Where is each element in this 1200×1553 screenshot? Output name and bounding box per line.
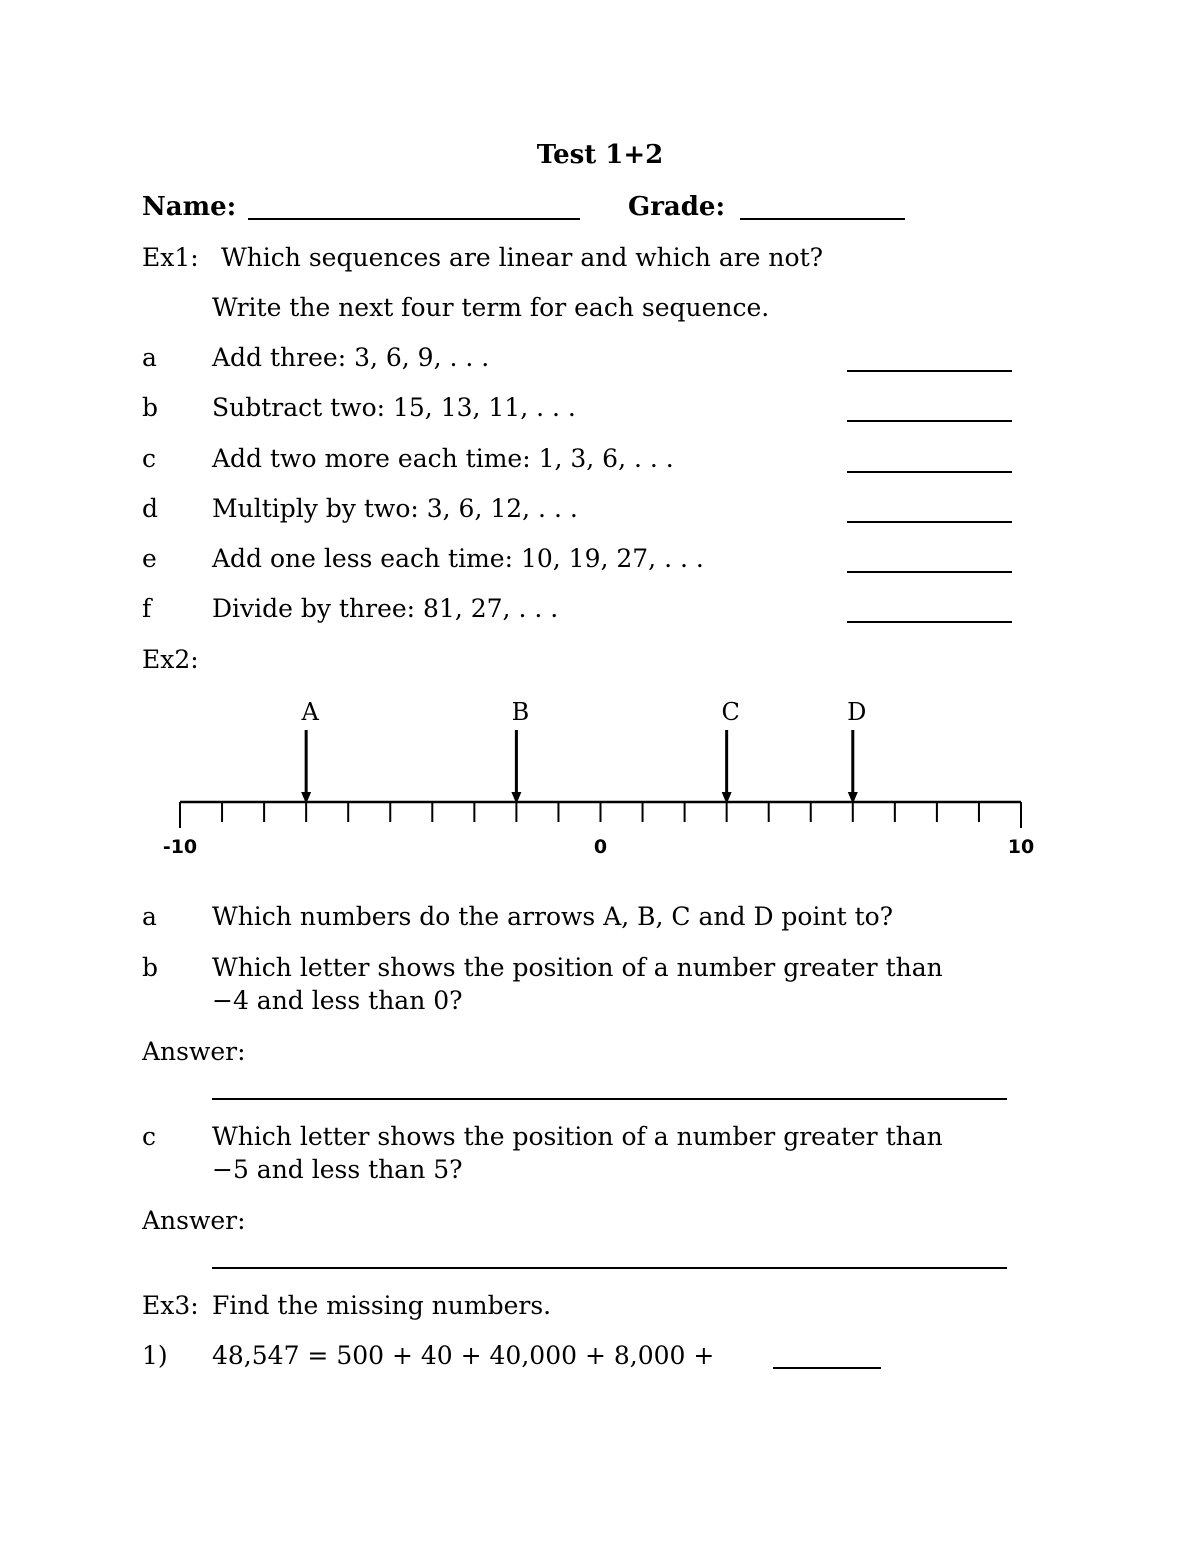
ex3-item-equation: 48,547 = 500 + 40 + 40,000 + 8,000 + bbox=[212, 1341, 715, 1370]
ex2-question-letter: b bbox=[142, 953, 159, 982]
ex1-item-text: Add three: 3, 6, 9, . . . bbox=[212, 343, 490, 372]
arrow-a-label: A bbox=[301, 698, 319, 726]
ex1-item-letter: b bbox=[142, 393, 159, 422]
ex2-label: Ex2: bbox=[142, 645, 199, 674]
ex1-instruction: Write the next four term for each sequence. bbox=[212, 293, 770, 322]
arrow-c-label: C bbox=[721, 698, 740, 726]
page-title: Test 1+2 bbox=[536, 140, 664, 170]
grade-label: Grade: bbox=[628, 192, 726, 222]
ex1-item-letter: f bbox=[142, 594, 152, 623]
ex2-question-text: Which letter shows the position of a number greater than bbox=[212, 1122, 943, 1151]
tick-label: -10 bbox=[162, 836, 198, 858]
ex1-answer-blank[interactable] bbox=[847, 621, 1012, 623]
answer-blank[interactable] bbox=[212, 1098, 1007, 1100]
number-line bbox=[150, 690, 1050, 870]
ex1-item-letter: d bbox=[142, 494, 159, 523]
ex1-question: Which sequences are linear and which are not? bbox=[221, 243, 824, 272]
ex2-question-letter: c bbox=[142, 1122, 157, 1151]
tick-label: 10 bbox=[1007, 836, 1035, 858]
ex1-item-text: Multiply by two: 3, 6, 12, . . . bbox=[212, 494, 578, 523]
ex2-question-text: Which numbers do the arrows A, B, C and D point to? bbox=[212, 902, 894, 931]
name-blank[interactable] bbox=[248, 218, 580, 220]
ex2-question-text-cont: −5 and less than 5? bbox=[212, 1155, 463, 1184]
ex3-instruction: Find the missing numbers. bbox=[212, 1291, 552, 1320]
ex2-question-letter: a bbox=[142, 902, 157, 931]
answer-blank[interactable] bbox=[212, 1267, 1007, 1269]
ex1-label: Ex1: bbox=[142, 243, 199, 272]
answer-label: Answer: bbox=[142, 1037, 246, 1066]
arrow-d-label: D bbox=[847, 698, 867, 726]
ex1-answer-blank[interactable] bbox=[847, 370, 1012, 372]
ex2-question-text: Which letter shows the position of a number greater than bbox=[212, 953, 943, 982]
ex1-answer-blank[interactable] bbox=[847, 571, 1012, 573]
ex1-item-letter: a bbox=[142, 343, 157, 372]
ex1-answer-blank[interactable] bbox=[847, 471, 1012, 473]
answer-label: Answer: bbox=[142, 1206, 246, 1235]
ex3-label: Ex3: bbox=[142, 1291, 199, 1320]
ex1-answer-blank[interactable] bbox=[847, 521, 1012, 523]
ex1-item-letter: e bbox=[142, 544, 157, 573]
ex1-item-text: Add two more each time: 1, 3, 6, . . . bbox=[212, 444, 674, 473]
ex3-answer-blank[interactable] bbox=[773, 1367, 881, 1369]
name-label: Name: bbox=[142, 192, 237, 222]
ex1-item-text: Subtract two: 15, 13, 11, . . . bbox=[212, 393, 576, 422]
grade-blank[interactable] bbox=[740, 218, 905, 220]
ex1-answer-blank[interactable] bbox=[847, 420, 1012, 422]
ex1-item-letter: c bbox=[142, 444, 157, 473]
ex1-item-text: Divide by three: 81, 27, . . . bbox=[212, 594, 559, 623]
tick-label: 0 bbox=[593, 836, 608, 858]
ex2-question-text-cont: −4 and less than 0? bbox=[212, 986, 463, 1015]
ex1-item-text: Add one less each time: 10, 19, 27, . . . bbox=[212, 544, 704, 573]
ex3-item-number: 1) bbox=[142, 1341, 168, 1370]
arrow-b-label: B bbox=[511, 698, 530, 726]
